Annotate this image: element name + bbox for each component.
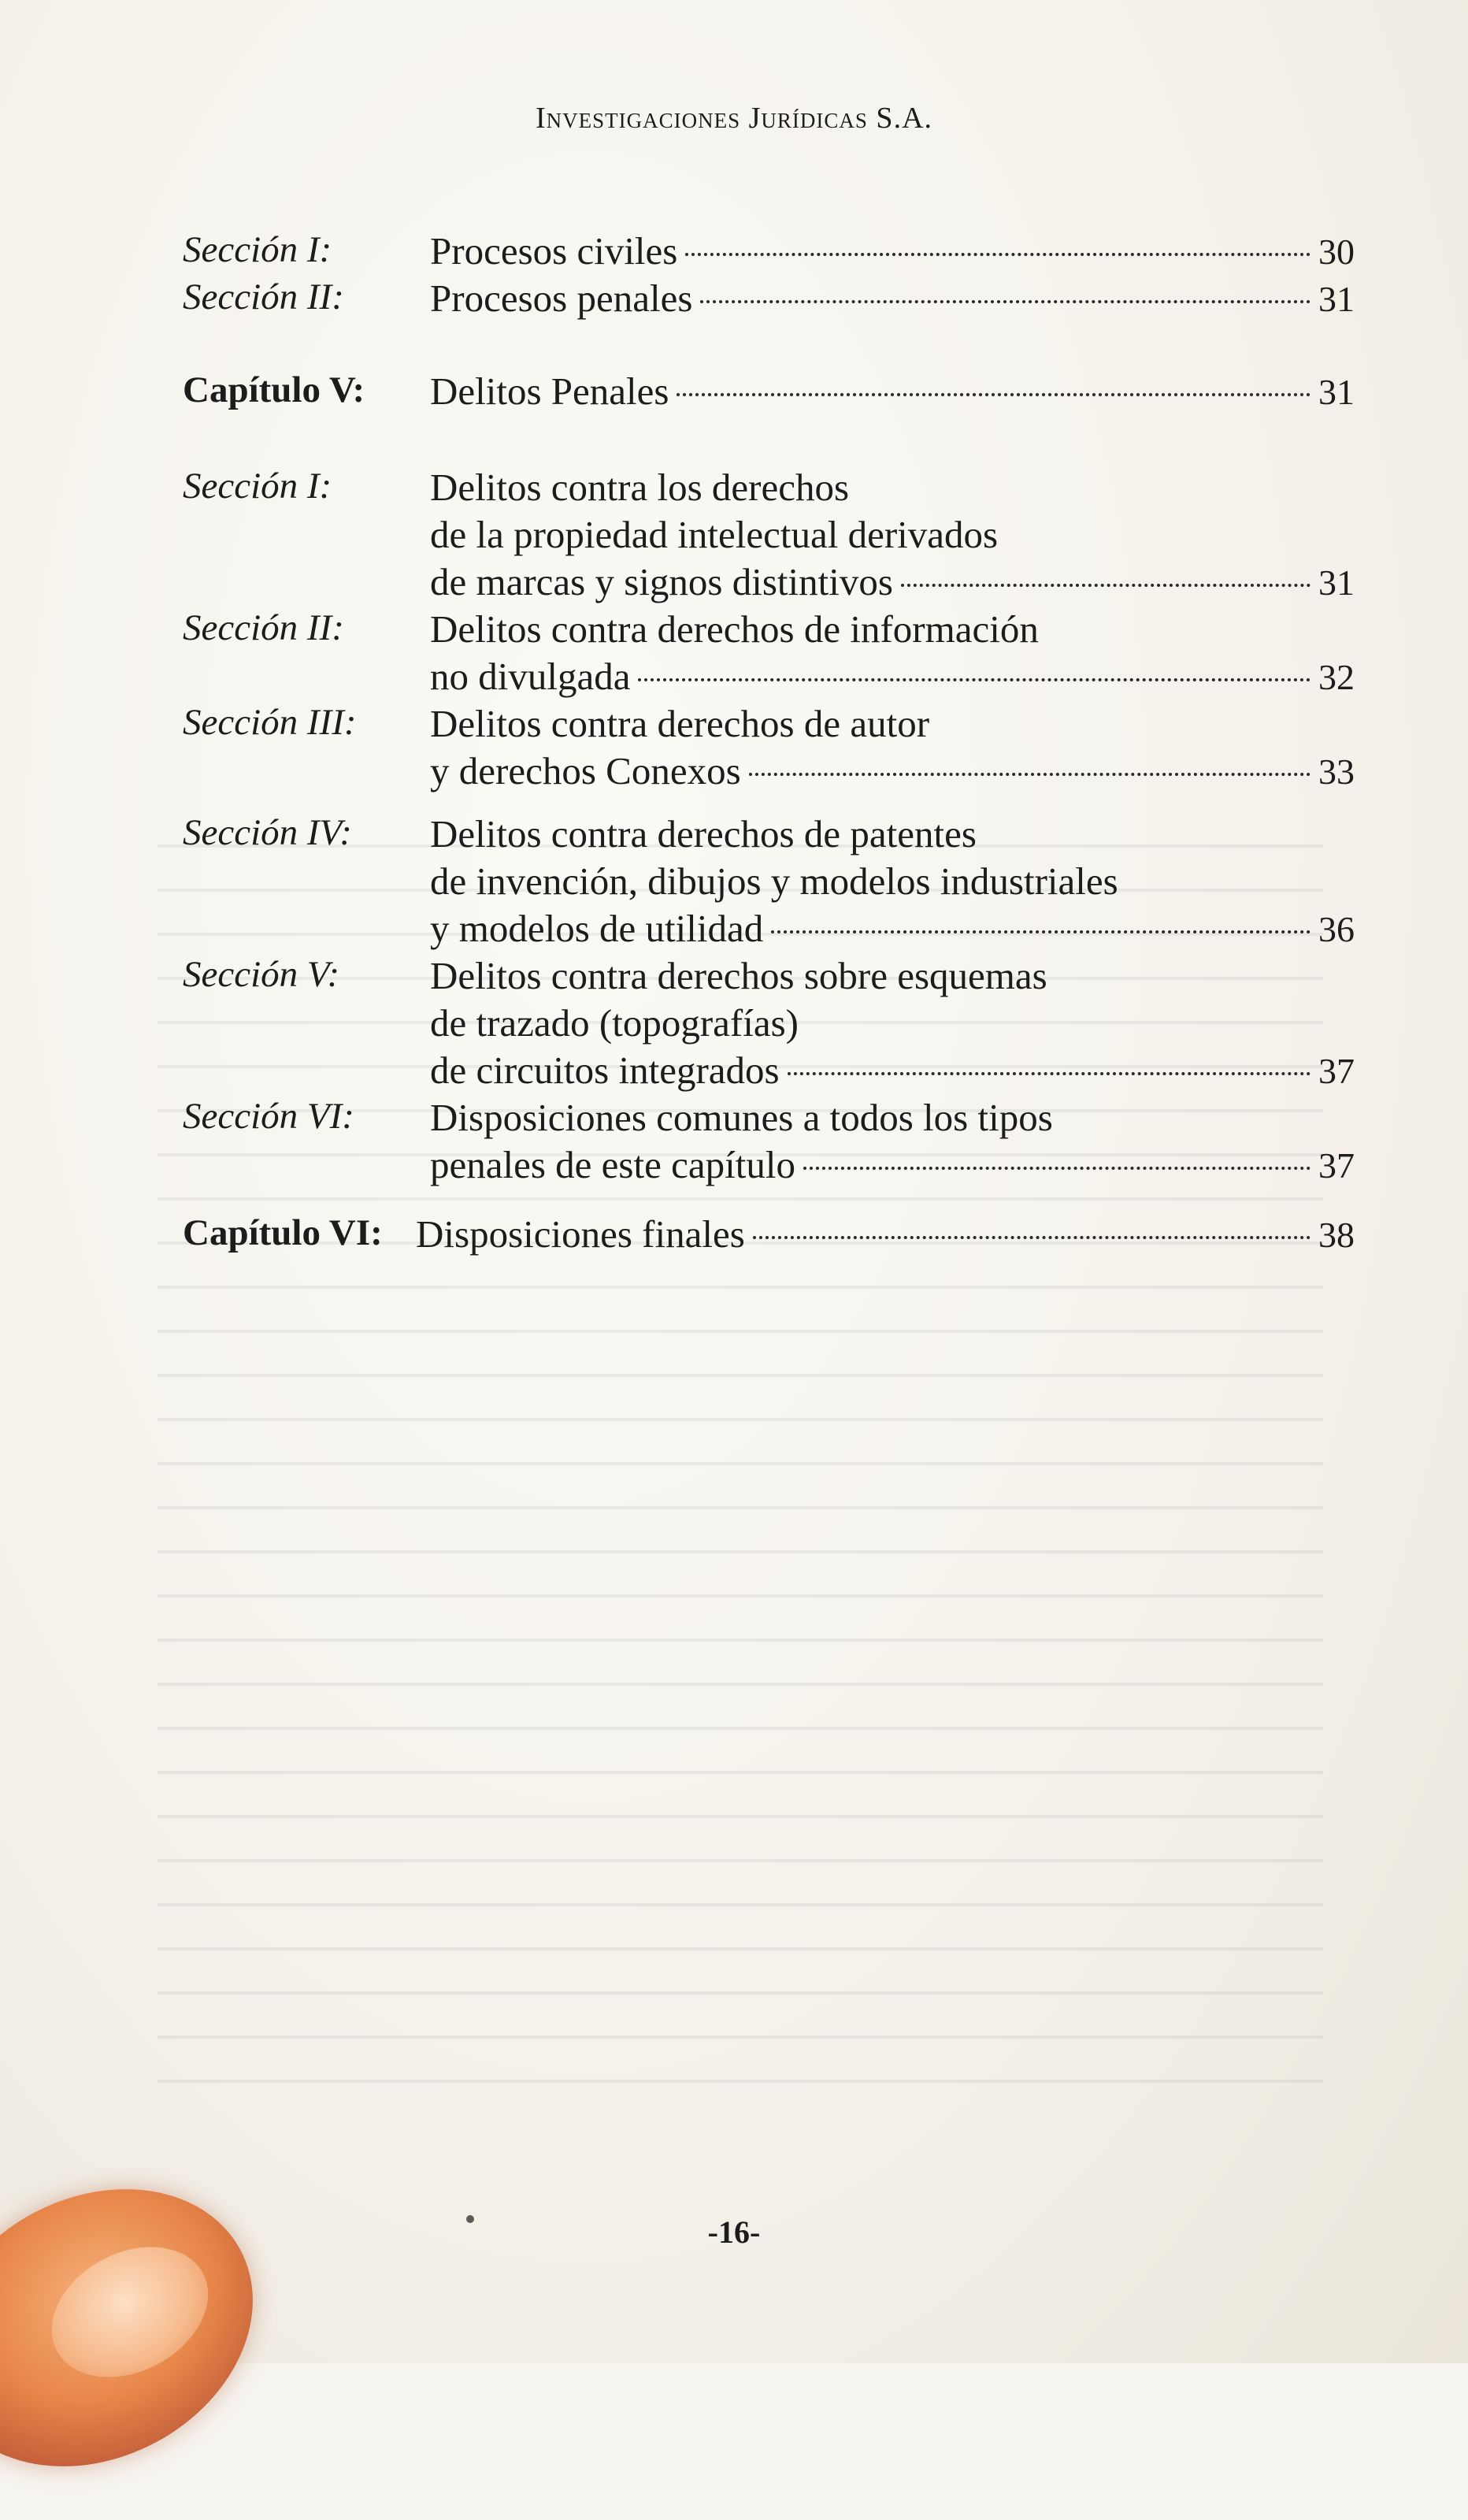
toc-entry	[183, 1095, 1355, 1186]
dot-leader	[749, 773, 1310, 776]
entry-title-line: Disposiciones comunes a todos los tipos	[430, 1096, 1053, 1139]
entry-title-line: de invención, dibujos y modelos industriales	[430, 859, 1118, 903]
entry-title-with-page	[430, 1048, 1355, 1093]
entry-title-line: de trazado (topografías)	[430, 1001, 799, 1045]
section-label: Sección I:	[183, 229, 332, 270]
toc-entry	[183, 276, 1355, 323]
entry-title-with-page	[430, 228, 1355, 273]
section-label: Sección V:	[183, 954, 340, 995]
entry-title-with-page	[430, 559, 1355, 604]
section-label: Sección I:	[183, 466, 332, 507]
page-reference: 33	[1318, 752, 1355, 792]
entry-title-line: Delitos contra derechos de autor	[430, 702, 930, 745]
section-label: Sección II:	[183, 607, 344, 648]
section-label: Sección IV:	[183, 812, 352, 853]
entry-title-line: de circuitos integrados	[430, 1048, 780, 1092]
dot-leader	[803, 1167, 1310, 1170]
chapter-label: Capítulo V:	[183, 369, 365, 410]
page-reference: 38	[1318, 1215, 1355, 1255]
dot-leader	[638, 678, 1310, 681]
section-label: Sección VI:	[183, 1096, 354, 1137]
entry-title-line: Delitos contra los derechos	[430, 466, 850, 509]
entry-title-line: de la propiedad intelectual derivados	[430, 513, 999, 556]
entry-title-line: de marcas y signos distintivos	[430, 560, 893, 603]
entry-title-line: penales de este capítulo	[430, 1143, 795, 1186]
page-reference: 31	[1318, 372, 1355, 412]
running-header: Investigaciones Jurídicas S.A.	[535, 102, 933, 135]
entry-title-line: Delitos contra derechos de patentes	[430, 812, 977, 855]
dot-leader	[753, 1236, 1310, 1239]
entry-title-line: Disposiciones finales	[416, 1212, 745, 1256]
entry-title-line: Procesos penales	[430, 276, 693, 320]
dot-leader	[700, 300, 1310, 303]
dot-leader	[677, 393, 1310, 396]
page-reference: 31	[1318, 562, 1355, 603]
section-label: Sección II:	[183, 276, 344, 317]
entry-title-line: y derechos Conexos	[430, 749, 741, 792]
entry-title-with-page	[430, 369, 1355, 414]
toc-entry	[183, 953, 1355, 1092]
page-number: -16-	[707, 2214, 761, 2250]
section-label: Sección III:	[183, 702, 357, 743]
entry-title-with-page	[430, 276, 1355, 321]
toc-entry	[183, 811, 1355, 950]
dot-leader	[685, 253, 1310, 256]
entry-title-with-page	[430, 906, 1355, 951]
toc-entry	[183, 607, 1355, 698]
toc-entry	[183, 465, 1355, 603]
entry-title-line: Delitos contra derechos sobre esquemas	[430, 954, 1047, 997]
page-reference: 31	[1318, 279, 1355, 319]
chapter-label: Capítulo VI:	[183, 1212, 383, 1253]
entry-title-line: Procesos civiles	[430, 229, 678, 273]
entry-title-line: Delitos contra derechos de información	[430, 607, 1039, 651]
entry-title-line: y modelos de utilidad	[430, 907, 764, 950]
dot-leader	[771, 930, 1310, 933]
toc-entry	[183, 1212, 1355, 1259]
page-reference: 30	[1318, 232, 1355, 272]
entry-title-line: no divulgada	[430, 655, 631, 698]
dot-leader	[788, 1072, 1310, 1075]
entry-title-with-page	[430, 748, 1355, 793]
entry-title-with-page	[416, 1212, 1355, 1256]
page-reference: 32	[1318, 657, 1355, 697]
page-reference: 37	[1318, 1145, 1355, 1186]
page-reference: 36	[1318, 909, 1355, 949]
dot-leader	[901, 584, 1310, 587]
entry-title-with-page	[430, 654, 1355, 699]
toc-entry	[183, 228, 1355, 276]
toc-entry	[183, 701, 1355, 792]
entry-title-with-page	[430, 1142, 1355, 1187]
page-reference: 37	[1318, 1051, 1355, 1091]
entry-title-line: Delitos Penales	[430, 369, 669, 413]
toc-entry	[183, 369, 1355, 416]
